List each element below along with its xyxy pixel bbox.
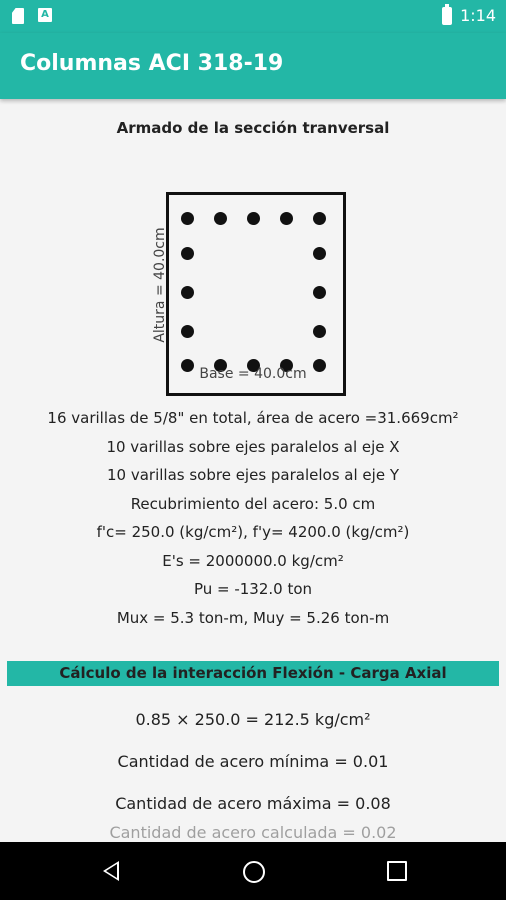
section-title: Armado de la sección tranversal [116,119,390,137]
status-left-icons [12,8,52,24]
rebar-dot [181,212,194,225]
rebar-dot [181,286,194,299]
info-line: 10 varillas sobre ejes paralelos al eje Y [106,466,399,484]
app-title: Columnas ACI 318-19 [20,51,284,76]
rebar-dot [313,247,326,260]
status-right [442,6,496,25]
rebar-dot [280,212,293,225]
main-content[interactable] [0,99,506,842]
rebar-dot [181,325,194,338]
info-line: 10 varillas sobre ejes paralelos al eje X [106,437,400,456]
home-icon[interactable] [243,861,265,883]
clock: 1:14 [460,6,496,25]
rebar-dot [313,212,326,225]
info-line: Pu = -132.0 ton [193,580,313,598]
altura-label: Altura = 40.0cm [152,227,168,343]
rebar-dot [313,286,326,299]
rebar-dot [181,247,194,260]
calc-header: Cálculo de la interacción Flexión - Carga Axial [7,661,499,686]
calc-line: Cantidad de acero mínima = 0.01 [117,752,389,771]
info-line: 16 varillas de 5/8" en total, área de acero =31.669cm² [47,409,459,427]
base-label: Base = 40.0cm [199,366,307,382]
info-line: Mux = 5.3 ton-m, Muy = 5.26 ton-m [116,608,390,627]
a-icon: A [38,8,52,22]
app-bar [0,33,506,99]
calc-line: 0.85 × 250.0 = 212.5 kg/cm² [135,710,371,729]
battery-icon [442,7,452,25]
rebar-dot [247,212,260,225]
recents-icon[interactable] [387,861,407,881]
info-line: f'c= 250.0 (kg/cm²), f'y= 4200.0 (kg/cm²) [96,523,410,541]
status-bar [0,0,506,33]
calc-line: Cantidad de acero máxima = 0.08 [115,794,391,813]
calc-lines [0,699,506,825]
info-line: E's = 2000000.0 kg/cm² [162,551,344,570]
rebar-dot [313,325,326,338]
navigation-bar [0,842,506,900]
partial-line: Cantidad de acero calculada = 0.02 [109,823,397,842]
sd-card-icon [12,8,24,24]
rebar-dot [214,212,227,225]
info-lines [0,404,506,632]
back-icon[interactable] [103,861,119,881]
info-line: Recubrimiento del acero: 5.0 cm [130,494,376,513]
